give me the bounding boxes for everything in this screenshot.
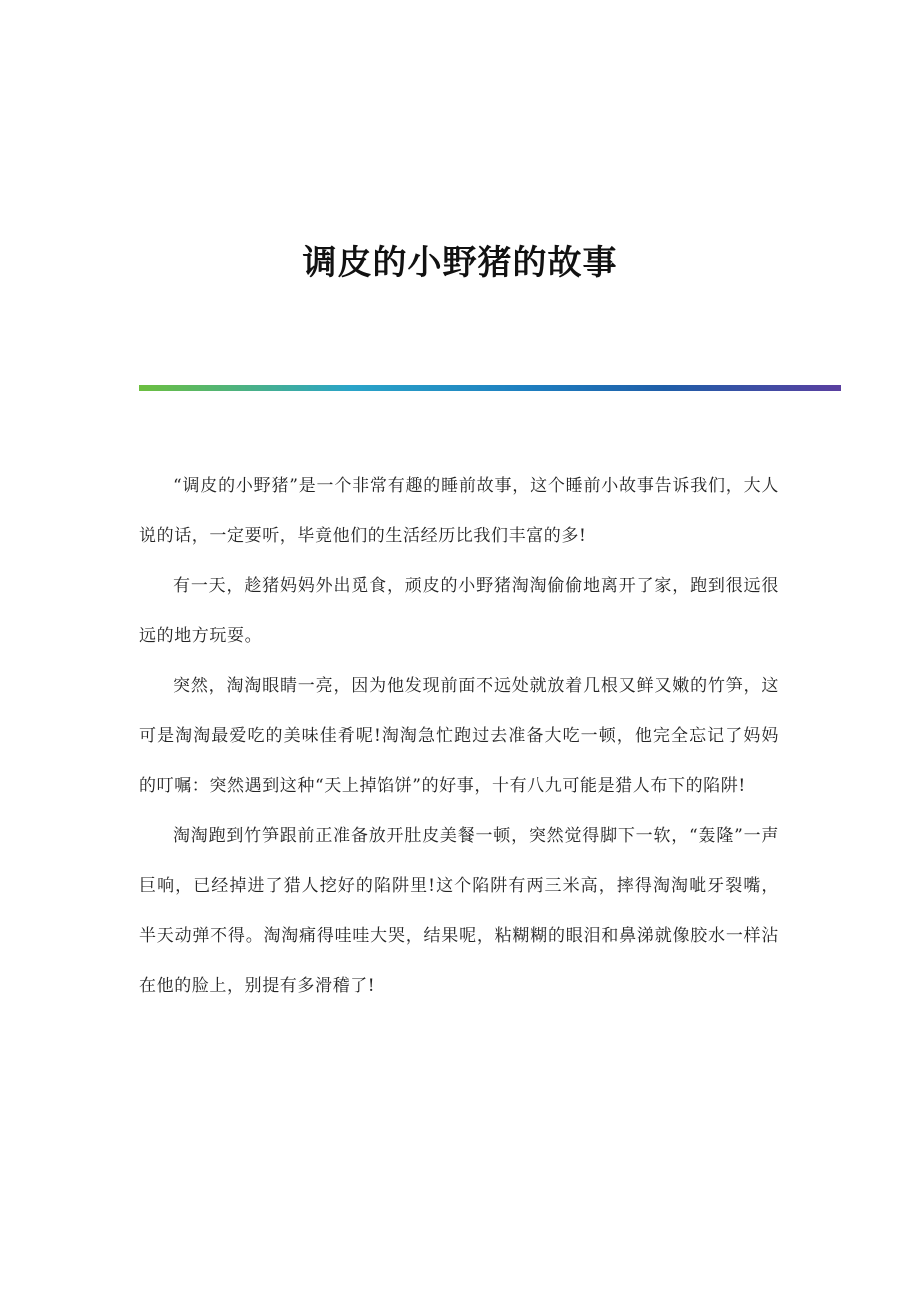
paragraph-intro: “调皮的小野猪”是一个非常有趣的睡前故事，这个睡前小故事告诉我们，大人说的话，一定要听，毕竟他们的生活经历比我们丰富的多! <box>139 476 779 546</box>
paragraph-one-day: 有一天，趁猪妈妈外出觅食，顽皮的小野猪淘淘偷偷地离开了家，跑到很远很远的地方玩耍。 <box>139 576 779 646</box>
story-body <box>139 461 779 1011</box>
paragraph-trap: 淘淘跑到竹笋跟前正准备放开肚皮美餐一顿，突然觉得脚下一软，“轰隆”一声巨响，已经掉进了猎人挖好的陷阱里!这个陷阱有两三米高，摔得淘淘呲牙裂嘴，半天动弹不得。淘淘痛得哇哇大哭，结果呢，粘糊糊的眼泪和鼻涕就像胶水一样沾在他的脸上，别提有多滑稽了! <box>139 826 779 996</box>
gradient-divider <box>139 385 841 391</box>
paragraph-bamboo: 突然，淘淘眼睛一亮，因为他发现前面不远处就放着几根又鲜又嫩的竹笋，这可是淘淘最爱吃的美味佳肴呢!淘淘急忙跑过去准备大吃一顿，他完全忘记了妈妈的叮嘱：突然遇到这种“天上掉馅饼”的好事，十有八九可能是猎人布下的陷阱! <box>139 676 779 796</box>
document-title: 调皮的小野猪的故事 <box>302 242 618 283</box>
